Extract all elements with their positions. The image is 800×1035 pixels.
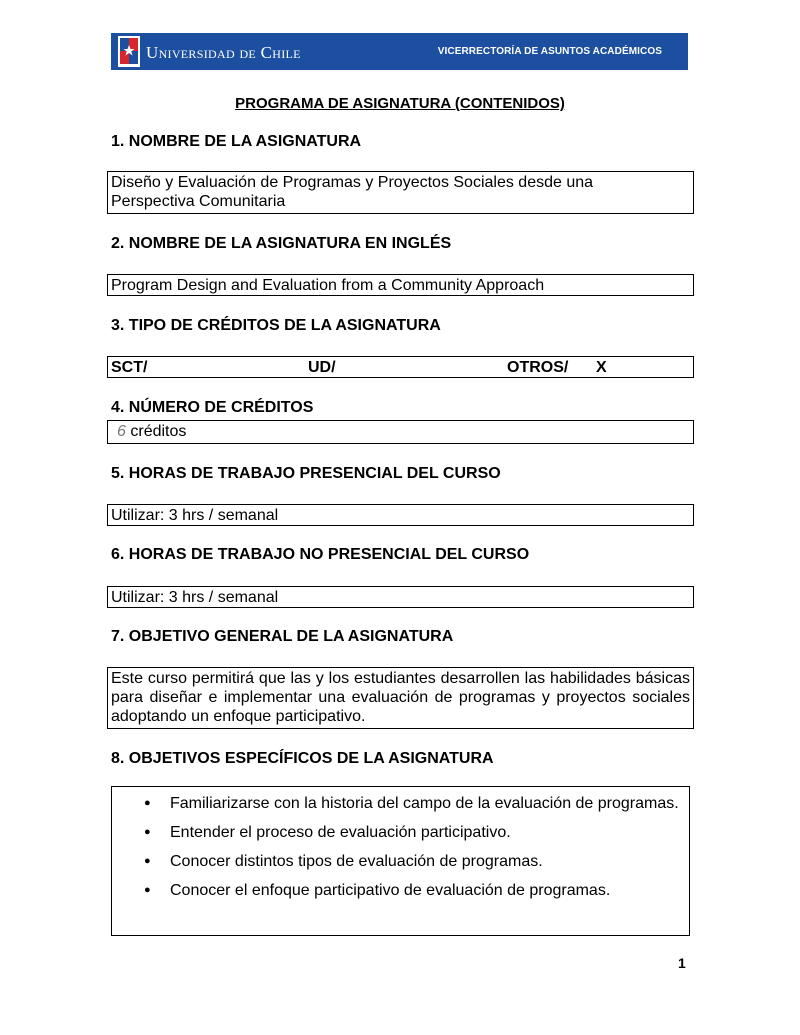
otros-label: OTROS/ [507,359,569,376]
section-7-heading: 7. OBJETIVO GENERAL DE LA ASIGNATURA [111,628,454,645]
credit-count-box [107,420,694,444]
general-objective-text: Este curso permitirá que las y los estudiantes desarrollen las habilidades básicas para diseñar e implementar una evaluación de programas y proyectos sociales adoptando un enfoque participativo. [111,670,690,725]
credit-unit: créditos [130,423,187,440]
credit-number: 6 [117,423,126,440]
section-4-heading: 4. NÚMERO DE CRÉDITOS [111,399,314,416]
otros-mark: X [596,359,607,376]
credit-type-box [107,356,694,378]
page-number: 1 [678,955,686,971]
english-name-value: Program Design and Evaluation from a Community Approach [111,277,545,294]
ud-label: UD/ [308,359,336,376]
university-crest-icon [118,36,140,67]
list-item: ● Conocer el enfoque participativo de evaluación de programas. [142,876,685,905]
section-1-heading: 1. NOMBRE DE LA ASIGNATURA [111,133,362,150]
header-banner [111,33,688,70]
section-6-heading: 6. HORAS DE TRABAJO NO PRESENCIAL DEL CURSO [111,546,530,563]
section-3-heading: 3. TIPO DE CRÉDITOS DE LA ASIGNATURA [111,317,441,334]
list-item: ● Familiarizarse con la historia del campo de la evaluación de programas. [142,789,685,818]
vice-rectorate-label: VICERRECTORÍA DE ASUNTOS ACADÉMICOS [437,46,662,57]
in-person-hours-value: Utilizar: 3 hrs / semanal [111,507,279,524]
section-2-heading: 2. NOMBRE DE LA ASIGNATURA EN INGLÉS [111,235,452,252]
sct-label: SCT/ [111,359,148,376]
course-name-box [107,171,694,214]
university-name: Universidad de Chile [146,43,301,62]
general-objective-box [107,667,694,729]
document-title: PROGRAMA DE ASIGNATURA (CONTENIDOS) [235,95,565,112]
remote-hours-value: Utilizar: 3 hrs / semanal [111,589,279,606]
remote-hours-box [107,586,694,608]
english-name-box [107,274,694,296]
course-name-line-2: Perspectiva Comunitaria [111,193,286,210]
specific-objectives-box [111,786,690,936]
in-person-hours-box [107,504,694,526]
list-item: ● Entender el proceso de evaluación participativo. [142,818,685,847]
section-5-heading: 5. HORAS DE TRABAJO PRESENCIAL DEL CURSO [111,465,501,482]
course-name-line-1: Diseño y Evaluación de Programas y Proyectos Sociales desde una [111,174,594,191]
list-item: ● Conocer distintos tipos de evaluación de programas. [142,847,685,876]
section-8-heading: 8. OBJETIVOS ESPECÍFICOS DE LA ASIGNATURA [111,750,494,767]
